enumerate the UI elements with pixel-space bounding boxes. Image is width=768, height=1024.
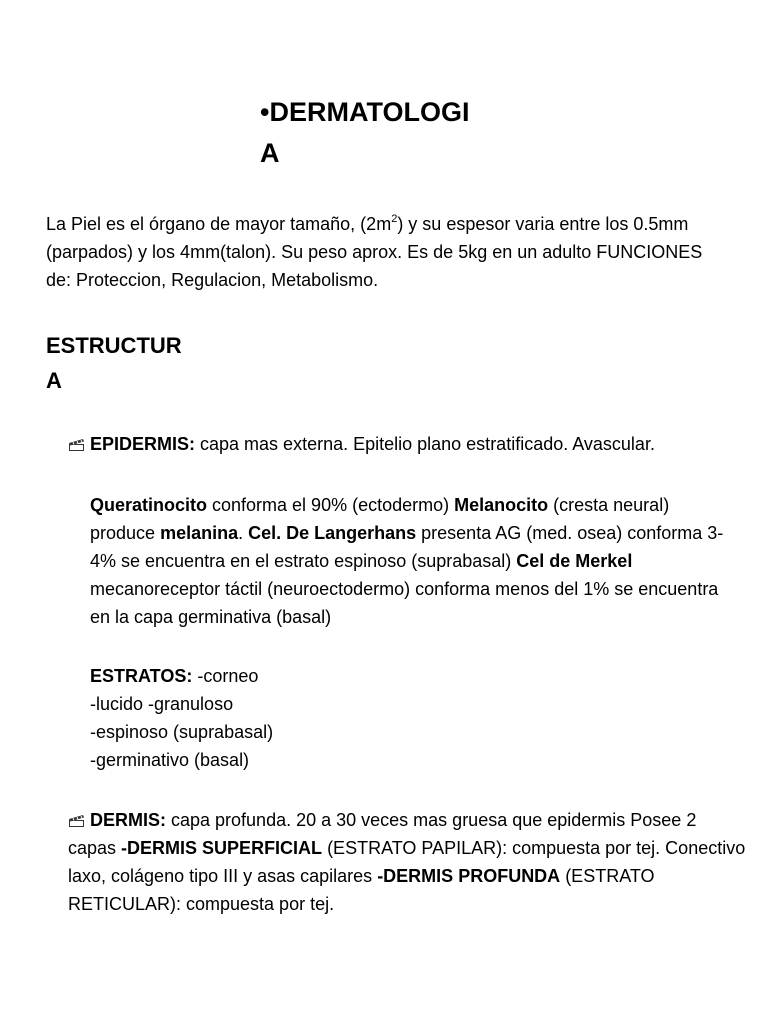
estratos-first-line (90, 662, 490, 690)
clapperboard-icon (68, 438, 86, 451)
dermis-text-1: capa profunda. 20 a 30 veces mas gruesa que epidermis Posee 2 capas (68, 810, 697, 858)
intro-text-2: ) y su espesor varia entre los 0.5mm (parpados) y los 4mm(talon). Su peso aprox. Es de 5kg en un adulto FUNCIONES de: Proteccion, Regulacion, Metabolismo. (46, 214, 703, 290)
dermis-text-3: (ESTRATO RETICULAR): compuesta por tej. (68, 866, 655, 914)
section-heading-line-2: A (46, 368, 62, 393)
cells-text-1: conforma el 90% (ectodermo) (207, 495, 455, 515)
intro-text-1: La Piel es el órgano de mayor tamaño, (2m (46, 214, 392, 234)
cell-queratinocito: Queratinocito (90, 495, 208, 515)
dermis-superficial-label: -DERMIS SUPERFICIAL (121, 838, 323, 858)
estrato-line: -germinativo (basal) (90, 750, 250, 770)
cells-text-4: presenta AG (med. osea) conforma 3-4% se encuentra en el estrato espinoso (suprabasal) (90, 523, 724, 571)
cells-text-5: mecanoreceptor táctil (neuroectodermo) conforma menos del 1% se encuentra en la capa germinativa (basal) (90, 579, 719, 627)
term-melanina: melanina (160, 523, 239, 543)
dermis-profunda-label: -DERMIS PROFUNDA (377, 866, 561, 886)
section-heading-line-1: ESTRUCTUR (46, 333, 182, 358)
section-heading-estructura (46, 328, 216, 398)
estrato-line: -espinoso (suprabasal) (90, 722, 274, 742)
clapperboard-icon (68, 814, 86, 827)
estratos-list (90, 662, 490, 774)
title-line-1: •DERMATOLOGI (260, 97, 470, 127)
dermis-label: DERMIS: (90, 810, 166, 830)
epidermis-paragraph (68, 430, 708, 458)
intro-superscript: 2 (391, 213, 398, 225)
estratos-label: ESTRATOS: (90, 666, 193, 686)
estrato-line: -lucido -granuloso (90, 694, 234, 714)
title-line-2: A (260, 138, 280, 168)
cell-merkel: Cel de Merkel (516, 551, 633, 571)
epidermis-label: EPIDERMIS: (90, 434, 196, 454)
epidermis-text: capa mas externa. Epitelio plano estratificado. Avascular. (195, 434, 655, 454)
dermis-text-2: (ESTRATO PAPILAR): compuesta por tej. Conectivo laxo, colágeno tipo III y asas capilares (68, 838, 746, 886)
cells-text-2: (cresta neural) produce (90, 495, 670, 543)
cell-melanocito: Melanocito (454, 495, 549, 515)
estrato-corneo: -corneo (192, 666, 259, 686)
page-title (260, 92, 510, 174)
cells-paragraph (90, 491, 730, 631)
intro-paragraph (46, 210, 726, 294)
cells-text-3: . (238, 523, 249, 543)
cell-langerhans: Cel. De Langerhans (248, 523, 417, 543)
dermis-paragraph (68, 806, 748, 918)
